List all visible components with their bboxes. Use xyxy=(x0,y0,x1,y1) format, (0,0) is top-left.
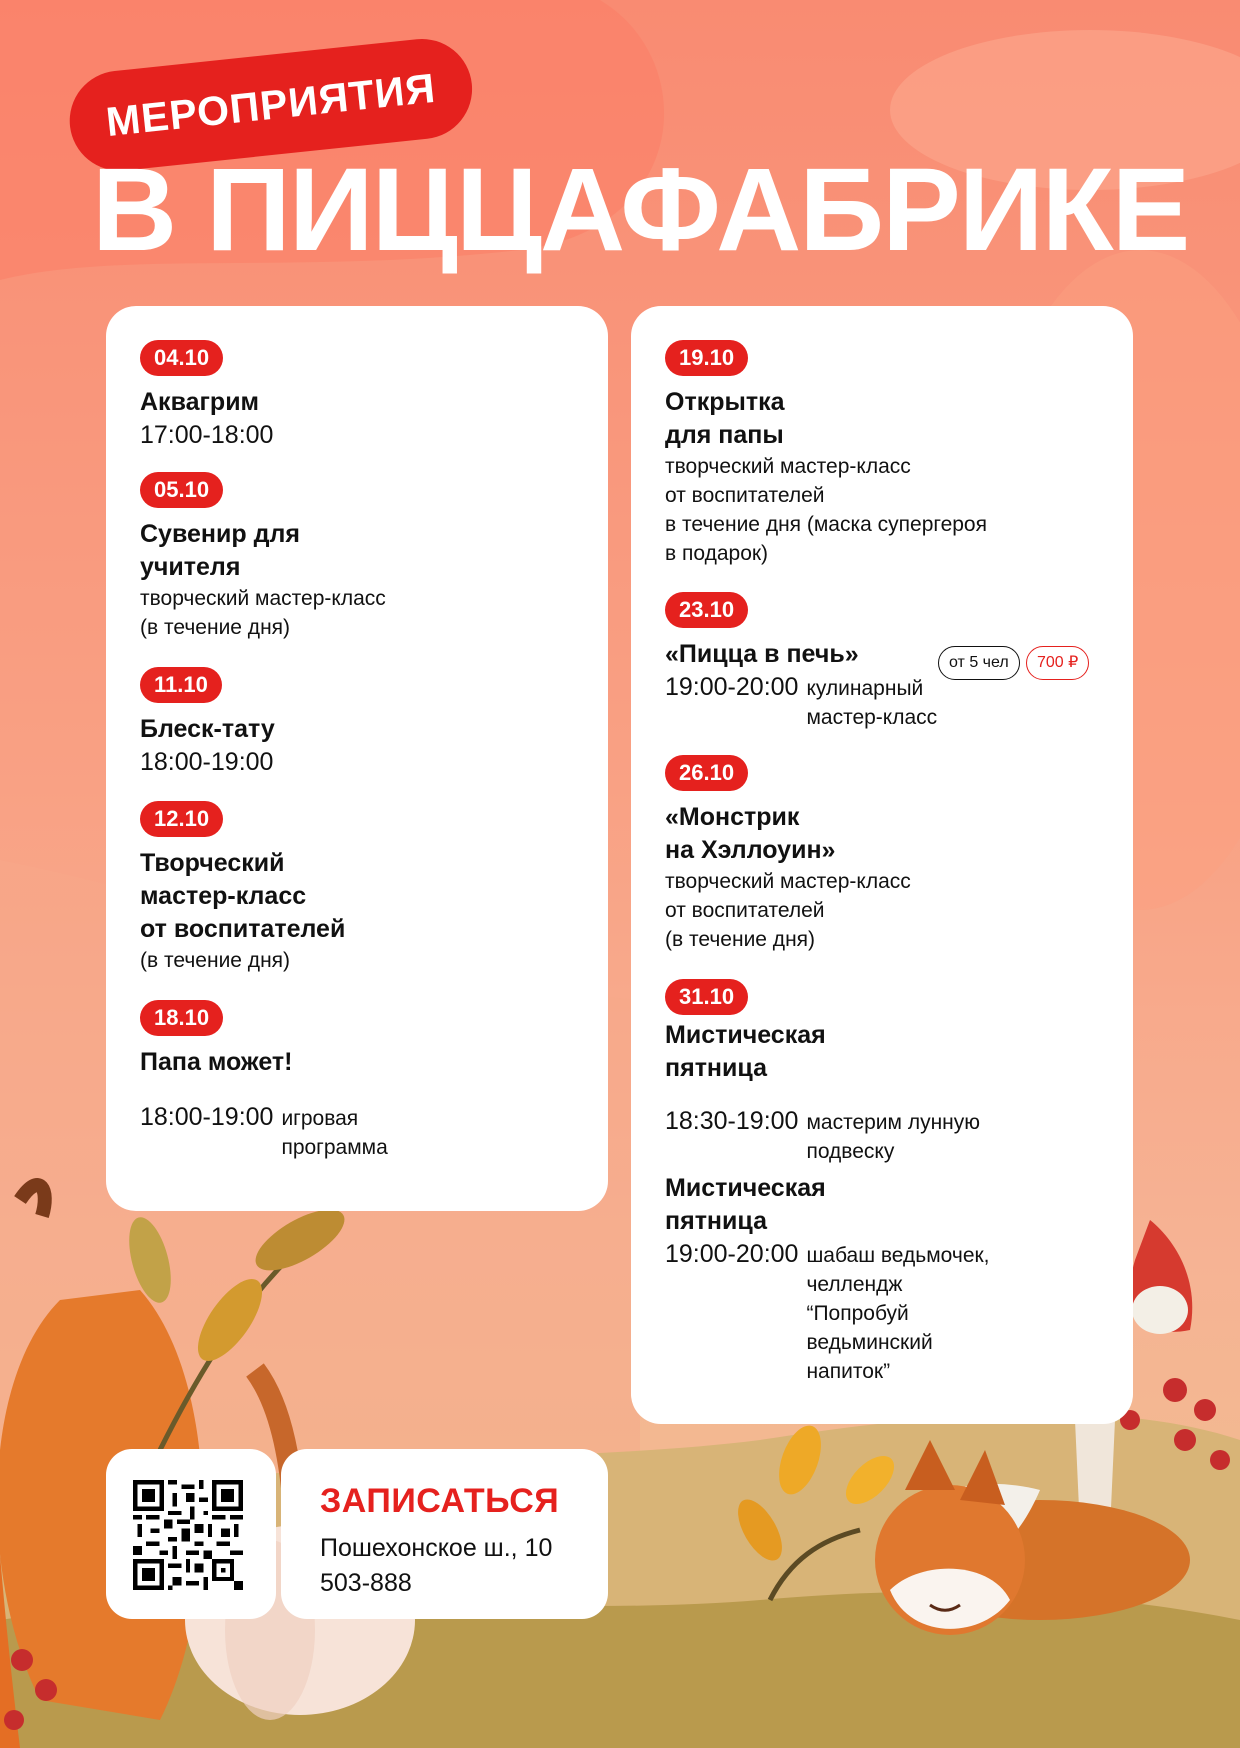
event-description: игровая программа xyxy=(281,1107,388,1159)
event-title: Папа может! xyxy=(140,1048,293,1076)
event-session-2 xyxy=(665,1172,1113,1386)
event-description: кулинарный мастер-класс xyxy=(806,677,938,729)
signup-link[interactable]: ЗАПИСАТЬСЯ xyxy=(320,1482,560,1520)
event-description: (в течение дня) xyxy=(140,949,291,972)
event-04-10 xyxy=(140,340,588,452)
events-card-right xyxy=(631,306,1133,1424)
event-date: 05.10 xyxy=(140,472,223,508)
event-title: Аквагрим xyxy=(140,388,260,416)
event-23-10 xyxy=(665,592,1113,732)
event-description: творческий мастер-класс (в течение дня) xyxy=(140,587,386,639)
events-card-left xyxy=(106,306,608,1211)
event-time: 18:00-19:00 xyxy=(140,1103,274,1131)
event-title: Мистическая пятница xyxy=(665,1174,826,1235)
event-05-10 xyxy=(140,472,588,642)
event-title: Творческий мастер-класс от воспитателей xyxy=(140,849,346,943)
event-date: 18.10 xyxy=(140,1000,223,1036)
page-title: В ПИЦЦАФАБРИКЕ xyxy=(92,144,1189,276)
event-time: 17:00-18:00 xyxy=(140,421,274,449)
event-title: «Пицца в печь» xyxy=(665,640,859,668)
event-date: 04.10 xyxy=(140,340,223,376)
event-title: Мистическая пятница xyxy=(665,1021,826,1082)
event-date: 26.10 xyxy=(665,755,748,791)
contact-info xyxy=(320,1531,552,1601)
event-date: 23.10 xyxy=(665,592,748,628)
event-title: «Монстрик на Хэллоуин» xyxy=(665,803,836,864)
event-title: Открытка для папы xyxy=(665,388,785,449)
event-description: мастерим лунную подвеску xyxy=(806,1111,981,1163)
price-badge: 700 ₽ xyxy=(1026,646,1089,680)
event-time: 18:00-19:00 xyxy=(140,748,274,776)
qr-code-icon[interactable] xyxy=(133,1480,243,1590)
phone-number[interactable]: 503-888 xyxy=(320,1569,412,1597)
event-date: 12.10 xyxy=(140,801,223,837)
event-18-10 xyxy=(140,1000,588,1162)
event-date: 31.10 xyxy=(665,979,748,1015)
event-31-10 xyxy=(665,979,1113,1386)
event-12-10 xyxy=(140,801,588,975)
signup-card xyxy=(281,1449,608,1619)
event-title: Блеск-тату xyxy=(140,715,275,743)
event-26-10 xyxy=(665,755,1113,954)
event-date: 19.10 xyxy=(665,340,748,376)
event-description: шабаш ведьмочек, челлендж “Попробуй ведьминский напиток” xyxy=(806,1244,990,1383)
event-session-1 xyxy=(665,1019,1113,1166)
event-time: 18:30-19:00 xyxy=(665,1107,799,1135)
event-description: творческий мастер-класс от воспитателей (в течение дня) xyxy=(665,870,911,951)
address: Пошехонское ш., 10 xyxy=(320,1534,553,1562)
qr-card xyxy=(106,1449,276,1619)
min-people-badge: от 5 чел xyxy=(938,646,1020,680)
event-time: 19:00-20:00 xyxy=(665,673,799,701)
event-time: 19:00-20:00 xyxy=(665,1240,799,1268)
events-badge: МЕРОПРИЯТИЯ xyxy=(65,34,477,176)
event-date: 11.10 xyxy=(140,667,222,703)
event-19-10 xyxy=(665,340,1113,568)
event-title: Сувенир для учителя xyxy=(140,520,300,581)
event-11-10 xyxy=(140,667,588,779)
event-description: творческий мастер-класс от воспитателей в течение дня (маска супергероя в подарок) xyxy=(665,455,987,565)
